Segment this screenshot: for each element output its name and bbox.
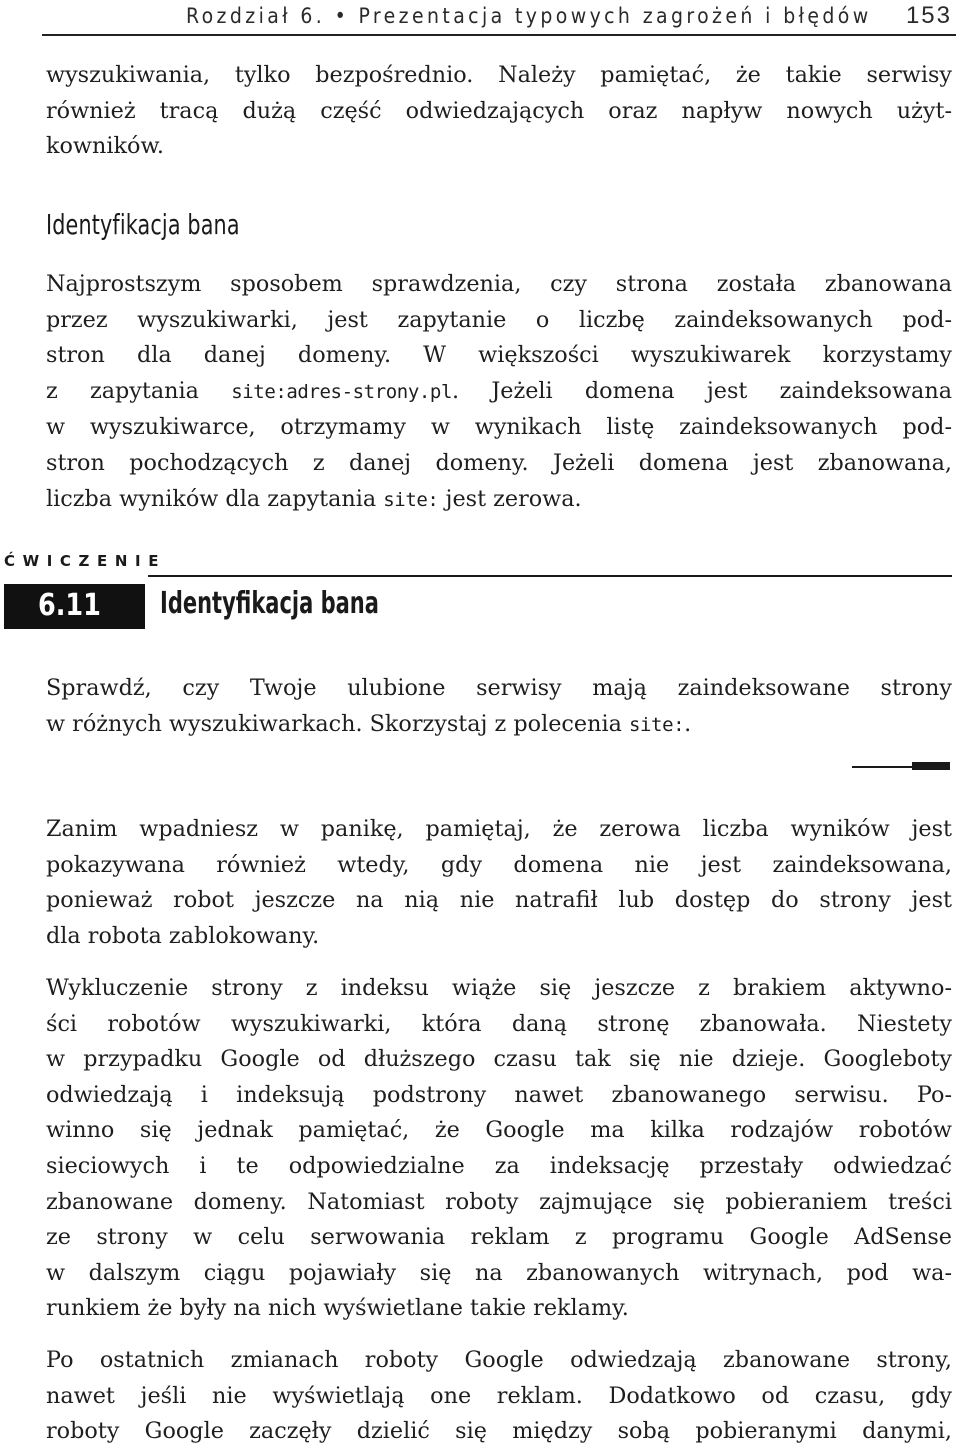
exercise-number-box bbox=[4, 584, 145, 629]
text-line: runkiem że były na nich wyświetlane takie reklamy. bbox=[46, 1295, 629, 1322]
text-line: ze strony w celu serwowania reklam z programu Google AdSense bbox=[46, 1224, 952, 1251]
chapter-title: Rozdział 6. • Prezentacja typowych zagrożeń i błędów bbox=[186, 4, 872, 28]
text-run: z zapytania bbox=[46, 377, 232, 404]
text-line bbox=[46, 374, 952, 411]
exercise-end-mark bbox=[852, 762, 950, 768]
running-header bbox=[42, 0, 956, 36]
text-line: w wyszukiwarce, otrzymamy w wynikach listę zaindeksowanych pod- bbox=[46, 414, 952, 441]
text-line bbox=[46, 707, 952, 744]
exercise-rule bbox=[148, 575, 952, 577]
text-line: nawet jeśli nie wyświetlają one reklam. Dodatkowo od czasu, gdy bbox=[46, 1382, 952, 1409]
paragraph-3 bbox=[46, 971, 952, 1327]
text-run: w różnych wyszukiwarkach. Skorzystaj z polecenia bbox=[46, 710, 629, 737]
section-heading: Identyfikacja bana bbox=[46, 208, 240, 241]
end-mark-block bbox=[912, 762, 950, 770]
text-line: pokazywana również wtedy, gdy domena nie jest zaindeksowana, bbox=[46, 851, 952, 878]
text-line: przez wyszukiwarki, jest zapytanie o liczbę zaindeksowanych pod- bbox=[46, 306, 952, 333]
text-line: roboty Google zaczęły dzielić się między sobą pobieranymi danymi, bbox=[46, 1418, 952, 1445]
text-line: w dalszym ciągu pojawiały się na zbanowanych witrynach, pod wa- bbox=[46, 1259, 952, 1286]
page-number: 153 bbox=[905, 2, 952, 29]
inline-code: site: bbox=[628, 713, 685, 736]
text-line: odwiedzają i indeksują podstrony nawet zbanowanego serwisu. Po- bbox=[46, 1081, 952, 1108]
inline-code: site: bbox=[383, 488, 439, 511]
exercise-title: Identyfikacja bana bbox=[160, 586, 379, 621]
text-line: stron pochodzących z danej domeny. Jeżeli domena jest zbanowana, bbox=[46, 449, 952, 476]
text-line: Najprostszym sposobem sprawdzenia, czy strona została zbanowana bbox=[46, 271, 952, 297]
text-line: stron dla danej domeny. W większości wyszukiwarek korzystamy bbox=[46, 342, 952, 369]
text-run: . bbox=[684, 710, 692, 737]
text-line: kowników. bbox=[46, 133, 164, 160]
text-line: sieciowych i te odpowiedzialne za indeksację przestały odwiedzać bbox=[46, 1152, 952, 1179]
text-line: Wykluczenie strony z indeksu wiąże się jeszcze z brakiem aktywno- bbox=[46, 975, 952, 1001]
intro-paragraph bbox=[46, 58, 952, 165]
text-run: jest zerowa. bbox=[438, 485, 582, 512]
text-run: . Jeżeli domena jest zaindeksowana bbox=[451, 377, 953, 404]
text-line: ponieważ robot jeszcze na nią nie natrafił lub dostęp do strony jest bbox=[46, 887, 952, 914]
text-line: w przypadku Google od dłuższego czasu tak się nie dzieje. Googleboty bbox=[46, 1046, 952, 1073]
text-line: Zanim wpadniesz w panikę, pamiętaj, że zerowa liczba wyników jest bbox=[46, 816, 952, 842]
text-line: ści robotów wyszukiwarki, która daną stronę zbanowała. Niestety bbox=[46, 1010, 952, 1037]
section-paragraph bbox=[46, 267, 952, 518]
text-line: winno się jednak pamiętać, że Google ma kilka rodzajów robotów bbox=[46, 1117, 952, 1144]
paragraph-4 bbox=[46, 1343, 952, 1450]
text-line: również tracą dużą część odwiedzających oraz napływ nowych użyt- bbox=[46, 97, 952, 124]
exercise-number: 6.11 bbox=[38, 588, 101, 623]
paragraph-2 bbox=[46, 812, 952, 954]
text-line bbox=[46, 482, 952, 519]
text-line: Po ostatnich zmianach roboty Google odwiedzają zbanowane strony, bbox=[46, 1347, 952, 1373]
exercise-label: ĆWICZENIE bbox=[4, 552, 167, 570]
text-line: wyszukiwania, tylko bezpośrednio. Należy pamiętać, że takie serwisy bbox=[46, 62, 952, 88]
inline-code: site:adres-strony.pl bbox=[231, 380, 452, 403]
text-line: dla robota zablokowany. bbox=[46, 922, 320, 949]
exercise-text bbox=[46, 671, 952, 743]
end-mark-line bbox=[852, 766, 912, 768]
text-line: zbanowane domeny. Natomiast roboty zajmujące się pobieraniem treści bbox=[46, 1188, 952, 1215]
text-run: liczba wyników dla zapytania bbox=[46, 485, 384, 512]
text-line: Sprawdź, czy Twoje ulubione serwisy mają zaindeksowane strony bbox=[46, 675, 952, 701]
